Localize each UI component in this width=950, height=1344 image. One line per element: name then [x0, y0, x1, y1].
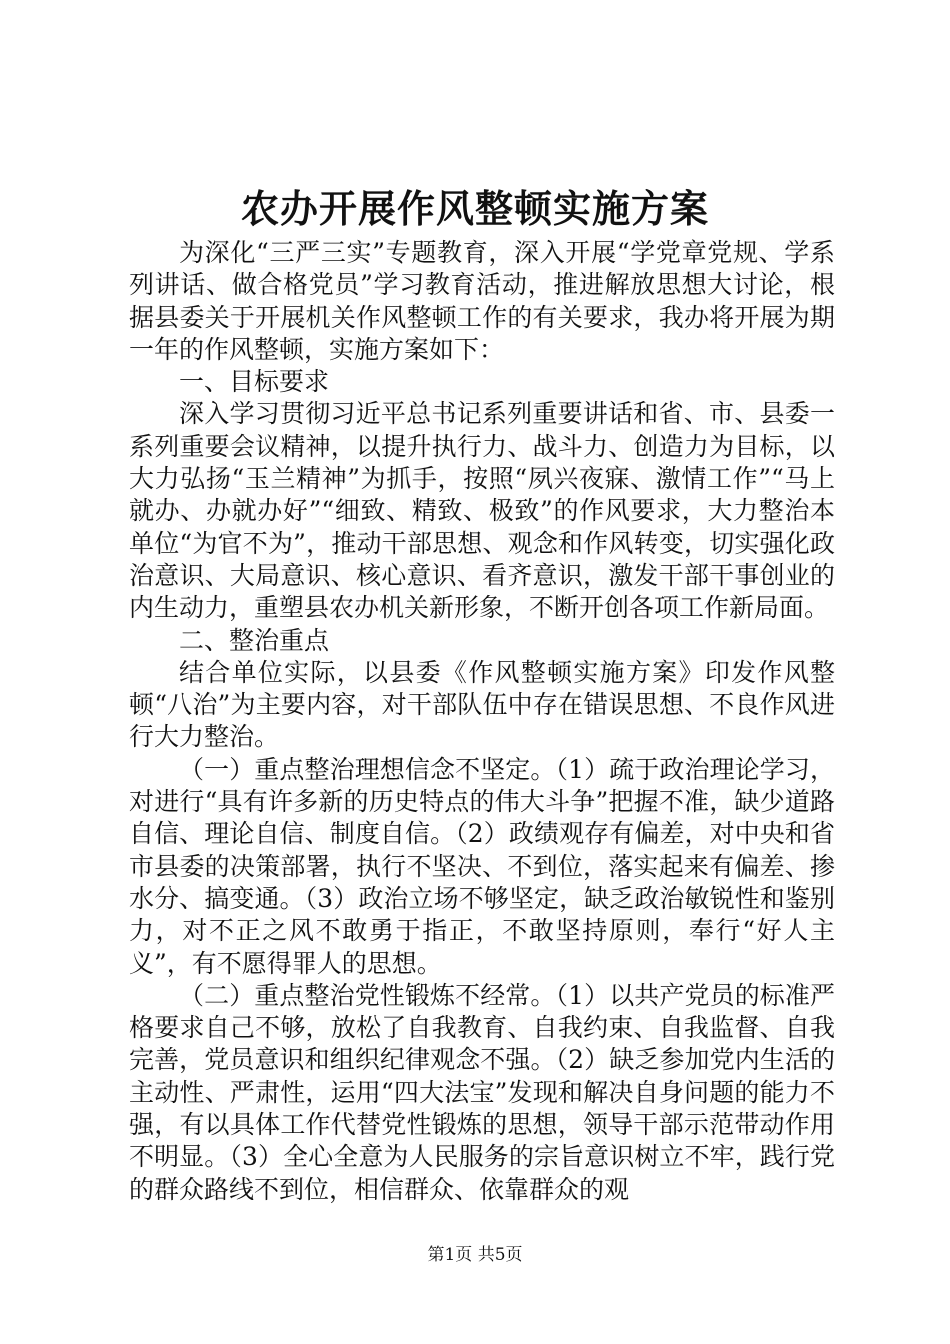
- focus-intro-paragraph: 结合单位实际，以县委《作风整顿实施方案》印发作风整顿“八治”为主要内容，对干部队伍中存在错误思想、不良作风进行大力整治。: [129, 657, 835, 752]
- section-heading-focus: 二、整治重点: [179, 625, 330, 655]
- page-number-footer: 第1页 共5页: [427, 1245, 523, 1265]
- intro-paragraph: 为深化“三严三实”专题教育，深入开展“学党章党规、学系列讲话、做合格党员”学习教育活动，推进解放思想大讨论，根据县委关于开展机关作风整顿工作的有关要求，我办将开展为期一年的作风整顿，实施方案如下：: [129, 238, 835, 364]
- focus-item-2-paragraph: （二）重点整治党性锻炼不经常。（1）以共产党员的标准严格要求自己不够，放松了自我教育、自我约束、自我监督、自我完善，党员意识和组织纪律观念不强。（2）缺乏参加党内生活的主动性、严肃性，运用“四大法宝”发现和解决自身问题的能力不强，有以具体工作代替党性锻炼的思想，领导干部示范带动作用不明显。（3）全心全意为人民服务的宗旨意识树立不牢，践行党的群众路线不到位，相信群众、依靠群众的观: [129, 980, 835, 1204]
- document-body: [129, 237, 835, 1206]
- document-title: 农办开展作风整顿实施方案: [240, 186, 709, 231]
- goals-paragraph: 深入学习贯彻习近平总书记系列重要讲话和省、市、县委一系列重要会议精神，以提升执行力、战斗力、创造力为目标，以大力弘扬“玉兰精神”为抓手，按照“夙兴夜寐、激情工作”“马上就办、办就办好”“细致、精致、极致”的作风要求，大力整治本单位“为官不为”，推动干部思想、观念和作风转变，切实强化政治意识、大局意识、核心意识、看齐意识，激发干部干事创业的内生动力，重塑县农办机关新形象，不断开创各项工作新局面。: [129, 399, 835, 623]
- focus-item-1-paragraph: （一）重点整治理想信念不坚定。（1）疏于政治理论学习，对进行“具有许多新的历史特点的伟大斗争”把握不准，缺少道路自信、理论自信、制度自信。（2）政绩观存有偏差，对中央和省市县委的决策部署，执行不坚决、不到位，落实起来有偏差、掺水分、搞变通。（3）政治立场不够坚定，缺乏政治敏锐性和鉴别力，对不正之风不敢勇于指正，不敢坚持原则，奉行“好人主义”，有不愿得罪人的思想。: [129, 754, 835, 978]
- section-heading-goals: 一、目标要求: [179, 367, 330, 397]
